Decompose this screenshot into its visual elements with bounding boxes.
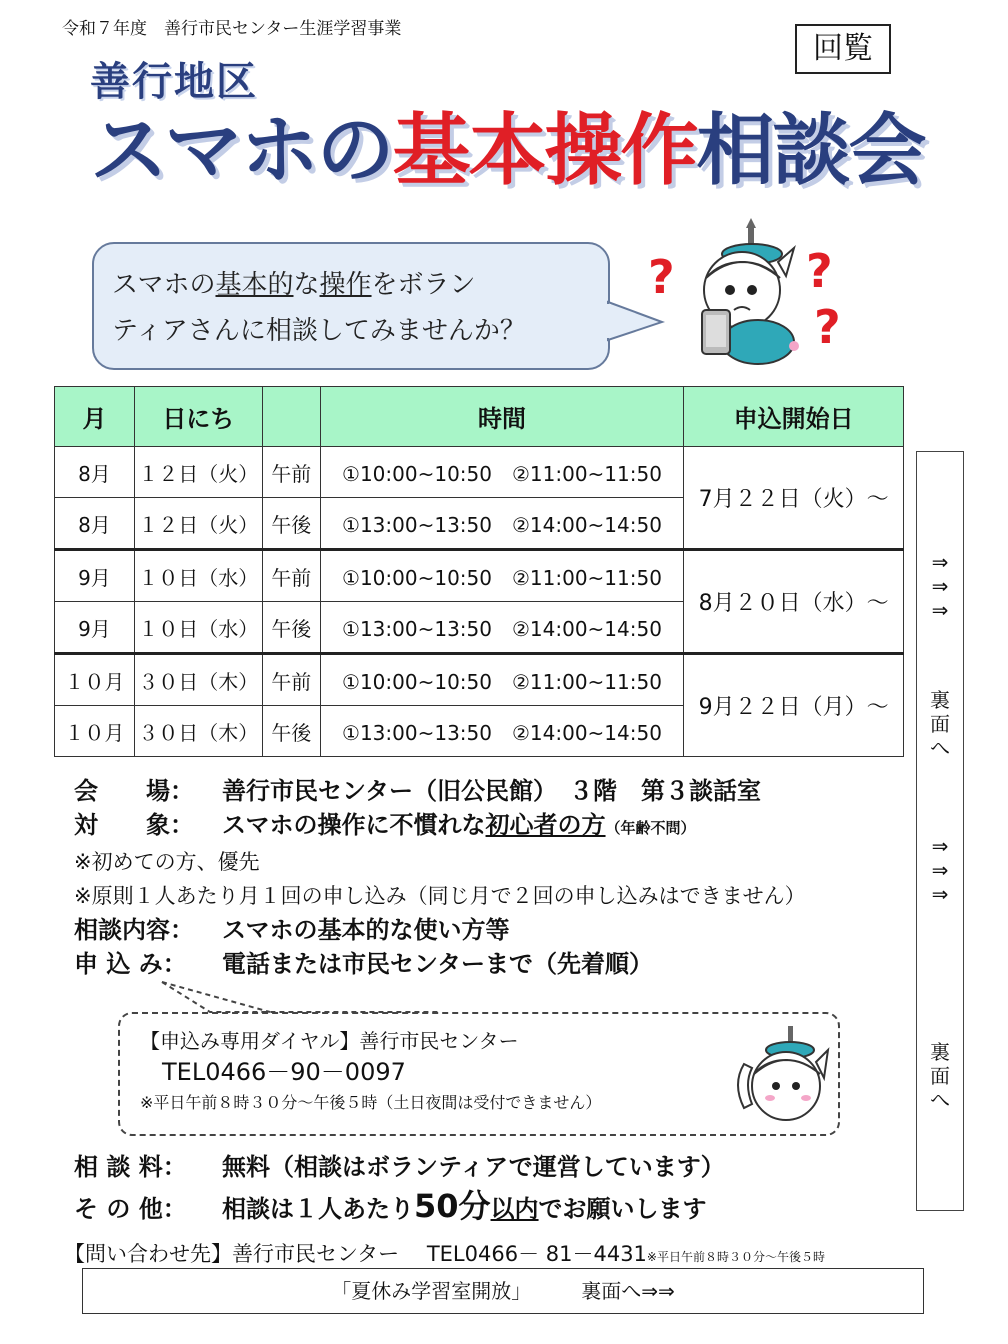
column-header: 時間 (320, 387, 684, 447)
period-cell: 午前 (262, 654, 320, 706)
main-title-part2: 基本操作 (392, 106, 697, 196)
note-once-per-month: ※原則１人あたり月１回の申し込み（同じ月で２回の申し込みはできません） (74, 884, 806, 908)
month-cell: 9月 (55, 550, 135, 602)
column-header: 月 (55, 387, 135, 447)
start-date-cell: 7月２２日（火）～ (684, 447, 904, 550)
target-row: 対 象： スマホの操作に不慣れな初心者の方（年齢不問） (74, 811, 696, 839)
side-arrows: ⇒ ⇒ ⇒ (931, 550, 949, 622)
time-cell: ①10:00~10:50 ②11:00~11:50 (320, 654, 684, 706)
month-cell: １０月 (55, 706, 135, 757)
day-cell: １２日（火） (134, 498, 262, 550)
mascot-thinking-icon (690, 218, 810, 368)
bottom-info (74, 1150, 904, 1231)
period-cell: 午後 (262, 706, 320, 757)
fee-row: 相 談 料： 無料（相談はボランティアで運営しています） (74, 1153, 725, 1181)
day-cell: １２日（火） (134, 447, 262, 498)
question-mark-icon: ? (648, 250, 675, 304)
time-cell: ①13:00~13:50 ②14:00~14:50 (320, 498, 684, 550)
program-line: 令和７年度 善行市民センター生涯学習事業 (62, 19, 402, 39)
speech-bubble-tail (600, 300, 670, 350)
time-cell: ①10:00~10:50 ②11:00~11:50 (320, 447, 684, 498)
footer-notice: 「夏休み学習室開放」 裏面へ⇒⇒ (82, 1268, 924, 1314)
dial-info (140, 1026, 740, 1118)
column-header: 申込開始日 (684, 387, 904, 447)
dial-title: 【申込み専用ダイヤル】善行市民センター (140, 1029, 519, 1053)
main-title-part3: 相談会 (696, 106, 925, 196)
speech-bubble-text: スマホの基本的な操作をボラン ティアさんに相談してみませんか？ (112, 270, 526, 346)
day-cell: １０日（水） (134, 550, 262, 602)
apply-row: 申 込 み： 電話または市民センターまで（先着順） (74, 950, 654, 978)
area-title: 善行地区 (90, 59, 258, 105)
day-cell: ３０日（木） (134, 706, 262, 757)
circulation-stamp: 回覧 (795, 24, 891, 74)
question-mark-icon: ? (806, 244, 833, 298)
column-header (262, 387, 320, 447)
main-title-part1: スマホの (90, 106, 393, 196)
month-cell: １０月 (55, 654, 135, 706)
side-see-back-text: 裏 面 へ (930, 688, 950, 760)
question-mark-icon: ? (814, 300, 841, 354)
period-cell: 午後 (262, 498, 320, 550)
schedule-table (54, 386, 904, 757)
note-first-timers: ※初めての方、優先 (74, 850, 260, 874)
side-arrows: ⇒ ⇒ ⇒ (931, 834, 949, 906)
content-row: 相談内容： スマホの基本的な使い方等 (74, 916, 510, 944)
period-cell: 午前 (262, 550, 320, 602)
start-date-cell: 8月２０日（水）～ (684, 550, 904, 654)
main-title (90, 96, 924, 206)
table-header-row (55, 387, 904, 447)
time-cell: ①13:00~13:50 ②14:00~14:50 (320, 602, 684, 654)
info-section (74, 774, 894, 981)
side-see-back-box (916, 451, 964, 1211)
time-cell: ①10:00~10:50 ②11:00~11:50 (320, 550, 684, 602)
month-cell: 8月 (55, 447, 135, 498)
period-cell: 午前 (262, 447, 320, 498)
dial-hours: ※平日午前８時３０分～午後５時（土日夜間は受付できません） (140, 1093, 602, 1112)
day-cell: １０日（水） (134, 602, 262, 654)
contact-line: 【問い合わせ先】善行市民センター TEL0466－ 81－4431※平日午前８時３０分～午後５時 (64, 1242, 825, 1266)
side-see-back-text: 裏 面 へ (930, 1040, 950, 1112)
month-cell: 9月 (55, 602, 135, 654)
dial-phone: TEL0466－90－0097 (162, 1058, 406, 1086)
table-row (55, 447, 904, 498)
time-cell: ①13:00~13:50 ②14:00~14:50 (320, 706, 684, 757)
day-cell: ３０日（木） (134, 654, 262, 706)
mascot-phone-icon (730, 1024, 830, 1136)
table-row (55, 550, 904, 602)
period-cell: 午後 (262, 602, 320, 654)
venue-row: 会 場： 善行市民センター（旧公民館） ３階 第３談話室 (74, 777, 762, 805)
table-row (55, 654, 904, 706)
other-row: そ の 他： 相談は１人あたり50分以内でお願いします (74, 1187, 707, 1225)
start-date-cell: 9月２２日（月）～ (684, 654, 904, 757)
month-cell: 8月 (55, 498, 135, 550)
column-header: 日にち (134, 387, 262, 447)
